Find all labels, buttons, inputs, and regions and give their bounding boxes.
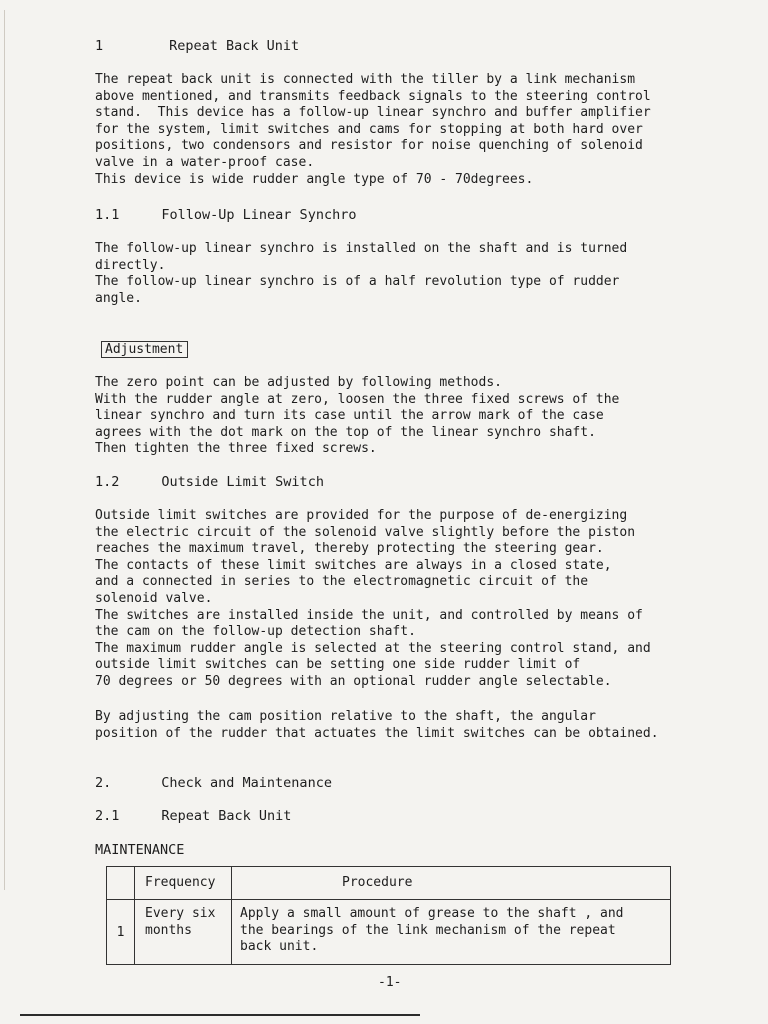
section-1-heading: 1 Repeat Back Unit: [95, 38, 300, 54]
row-procedure: Apply a small amount of grease to the shaft , and the bearings of the link mechanism of the repeat back unit.: [232, 900, 671, 965]
row-frequency: Every six months: [135, 900, 232, 965]
bottom-rule: [20, 1014, 420, 1016]
maintenance-title: MAINTENANCE: [95, 842, 185, 858]
paragraph-follow-up-synchro: The follow-up linear synchro is installed on the shaft and is turned directly. The follow-up linear synchro is of a half revolution type of rudder angle.: [95, 241, 628, 306]
paragraph-limit-switch: Outside limit switches are provided for the purpose of de-energizing the electric circuit of the solenoid valve slightly before the piston reaches the maximum travel, thereby protecting the steering gear. The contacts of these limit switches are always in a closed state, and a connected in series to the electromagnetic circuit of the solenoid valve. The switches are installed inside the unit, and controlled by means of the cam on the follow-up detection shaft. The maximum rudder angle is selected at the steering control stand, and outside limit switches can be setting one side rudder limit of 70 degrees or 50 degrees with an optional rudder angle selectable.: [95, 508, 651, 689]
section-2-1-heading: 2.1 Repeat Back Unit: [95, 808, 292, 824]
paragraph-adjustment: The zero point can be adjusted by following methods. With the rudder angle at zero, loosen the three fixed screws of the linear synchro and turn its case until the arrow mark of the case agrees with the dot mark on the top of the linear synchro shaft. Then tighten the three fixed screws.: [95, 375, 620, 457]
row-number: 1: [107, 900, 135, 965]
section-1-1-heading: 1.1 Follow-Up Linear Synchro: [95, 207, 357, 223]
adjustment-label: Adjustment: [101, 341, 188, 358]
section-1-2-heading: 1.2 Outside Limit Switch: [95, 474, 324, 490]
table-row: [107, 900, 671, 965]
maintenance-table: [106, 866, 671, 965]
header-number: [107, 867, 135, 900]
table-header-row: [107, 867, 671, 900]
paragraph-cam-position: By adjusting the cam position relative to the shaft, the angular position of the rudder that actuates the limit switches can be obtained.: [95, 709, 659, 741]
header-frequency: Frequency: [135, 867, 232, 900]
paragraph-repeat-back-unit: The repeat back unit is connected with the tiller by a link mechanism above mentioned, and transmits feedback signals to the steering control stand. This device has a follow-up linear synchro and buffer amplifier for the system, limit switches and cams for stopping at both hard over positions, two condensors and resistor for noise quenching of solenoid valve in a water-proof case. This device is wide rudder angle type of 70 - 70degrees.: [95, 72, 651, 187]
page-number: -1-: [378, 975, 402, 990]
scan-left-edge: [4, 10, 5, 890]
header-procedure: Procedure: [232, 867, 671, 900]
section-2-heading: 2. Check and Maintenance: [95, 775, 332, 791]
